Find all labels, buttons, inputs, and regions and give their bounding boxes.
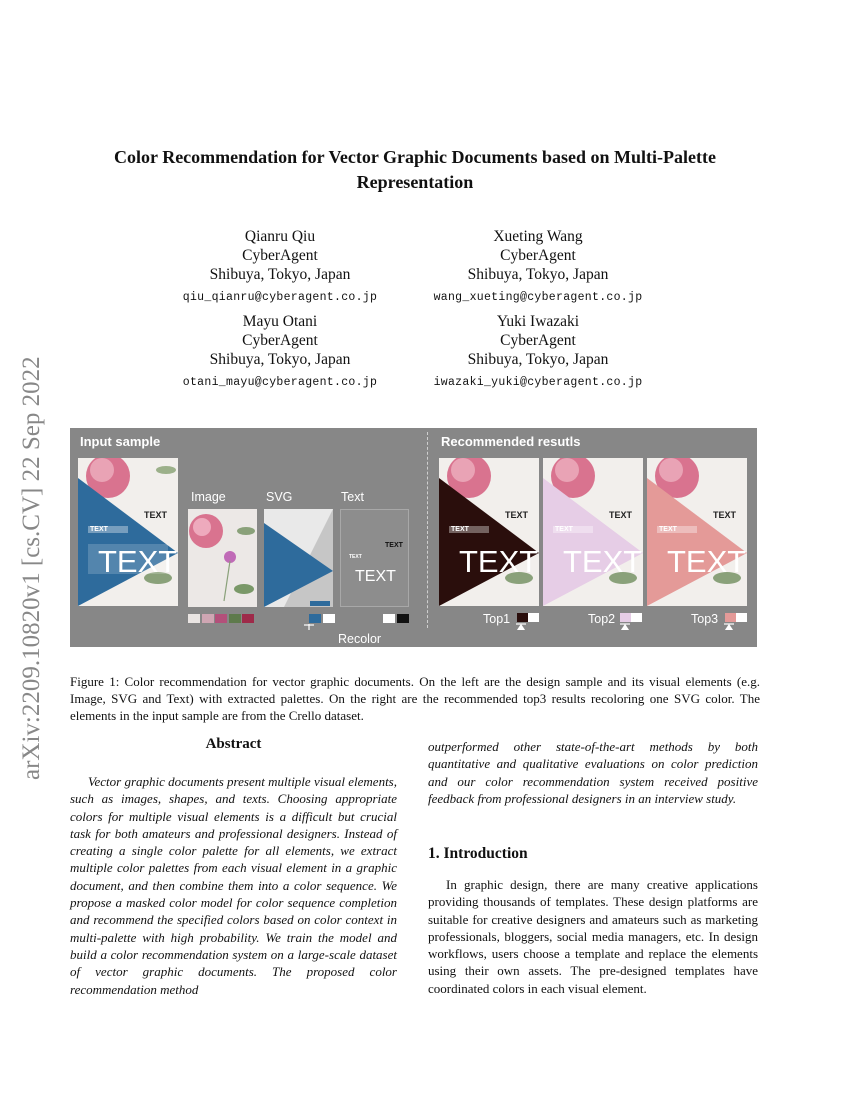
poster-side-text: TEXT: [505, 510, 529, 520]
top3-label: Top3: [691, 612, 719, 626]
poster-side-text: TEXT: [713, 510, 737, 520]
svg-label: SVG: [266, 490, 293, 504]
poster-small-text: TEXT: [451, 526, 469, 533]
author-name: Xueting Wang: [493, 228, 583, 245]
abstract-text: Vector graphic documents present multiple visual elements, such as images, shapes, and texts. Choosing appropriate colors for multiple visual elements is a difficult but crucial task for both amateurs and professional designers. Instead of creating a single color palette for all elements, we extract multiple color palettes from each visual element in a graphic document, and then combine them into a color sequence. We propose a masked color model for color sequence completion and recommend the specified colors based on color context in multi-palette with high probability. We train the model and build a color recommendation system on a large-scale dataset of vector graphic documents. The proposed color recommendation method: [70, 774, 397, 997]
poster-small-text: TEXT: [555, 526, 573, 533]
input-sample-heading: Input sample: [80, 434, 161, 449]
poster-big-text: TEXT: [563, 544, 643, 579]
poster-small-text: TEXT: [90, 526, 108, 533]
figure-caption: Figure 1: Color recommendation for vector graphic documents. On the left are the design sample and its visual elements (e.g. Image, SVG and Text) with extracted palettes. On the right are the recommended top3 results recoloring one SVG color. The elements in the input sample are from the Crello dataset.: [70, 674, 760, 723]
author-email[interactable]: otani_mayu@cyberagent.co.jp: [182, 376, 378, 389]
poster-big-text: TEXT: [667, 544, 747, 579]
text-element-small: TEXT: [349, 554, 362, 560]
author-affiliation: CyberAgent: [242, 247, 318, 264]
text-label: Text: [341, 490, 364, 504]
author-name: Mayu Otani: [242, 313, 318, 330]
abstract-heading: Abstract: [205, 736, 262, 752]
recommended-results-heading: Recommended resutls: [441, 434, 581, 449]
author-location: Shibuya, Tokyo, Japan: [209, 266, 351, 283]
poster-side-text: TEXT: [609, 510, 633, 520]
text-element-big: TEXT: [355, 568, 396, 585]
author-location: Shibuya, Tokyo, Japan: [467, 266, 609, 283]
image-label: Image: [191, 490, 226, 504]
poster-big-text: TEXT: [98, 544, 178, 579]
author-affiliation: CyberAgent: [242, 332, 318, 349]
author-block: [150, 227, 410, 307]
author-block: [408, 312, 668, 392]
figure-footer: [70, 630, 757, 647]
paper-title: Color Recommendation for Vector Graphic Documents based on Multi-Palette Representation: [114, 147, 716, 192]
author-name: Yuki Iwazaki: [496, 313, 580, 330]
author-email[interactable]: qiu_qianru@cyberagent.co.jp: [182, 291, 378, 304]
author-affiliation: CyberAgent: [500, 332, 576, 349]
figure-1: [70, 428, 757, 630]
author-block: [150, 312, 410, 392]
top2-label: Top2: [588, 612, 616, 626]
section-heading: 1. Introduction: [428, 845, 528, 862]
text-element-dark: TEXT: [385, 542, 403, 549]
recolor-arrows: [70, 428, 757, 647]
author-location: Shibuya, Tokyo, Japan: [467, 351, 609, 368]
poster-small-text: TEXT: [659, 526, 677, 533]
author-block: [408, 227, 668, 307]
arxiv-stamp: arXiv:2209.10820v1 [cs.CV] 22 Sep 2022: [18, 356, 45, 780]
author-name: Qianru Qiu: [244, 228, 316, 245]
recolor-label: Recolor: [338, 632, 382, 646]
author-email[interactable]: iwazaki_yuki@cyberagent.co.jp: [433, 376, 643, 389]
author-affiliation: CyberAgent: [500, 247, 576, 264]
introduction-text: In graphic design, there are many creative applications providing thousands of templates. These design platforms are suitable for creative designers and amateurs such as marketing professionals, bloggers, social media managers, etc. In design workflows, users choose a template and replace the elements using their own assets. The pre-designed templates have coordinated colors in each visual element.: [428, 877, 758, 996]
abstract-continuation: outperformed other state-of-the-art methods by both quantitative and qualitative evaluations on color prediction and our color recommendation system received positive feedback from professional designers in an interview study.: [428, 739, 758, 806]
poster-big-text: TEXT: [459, 544, 539, 579]
author-location: Shibuya, Tokyo, Japan: [209, 351, 351, 368]
author-email[interactable]: wang_xueting@cyberagent.co.jp: [433, 291, 643, 304]
top1-label: Top1: [483, 612, 511, 626]
poster-side-text: TEXT: [144, 510, 168, 520]
